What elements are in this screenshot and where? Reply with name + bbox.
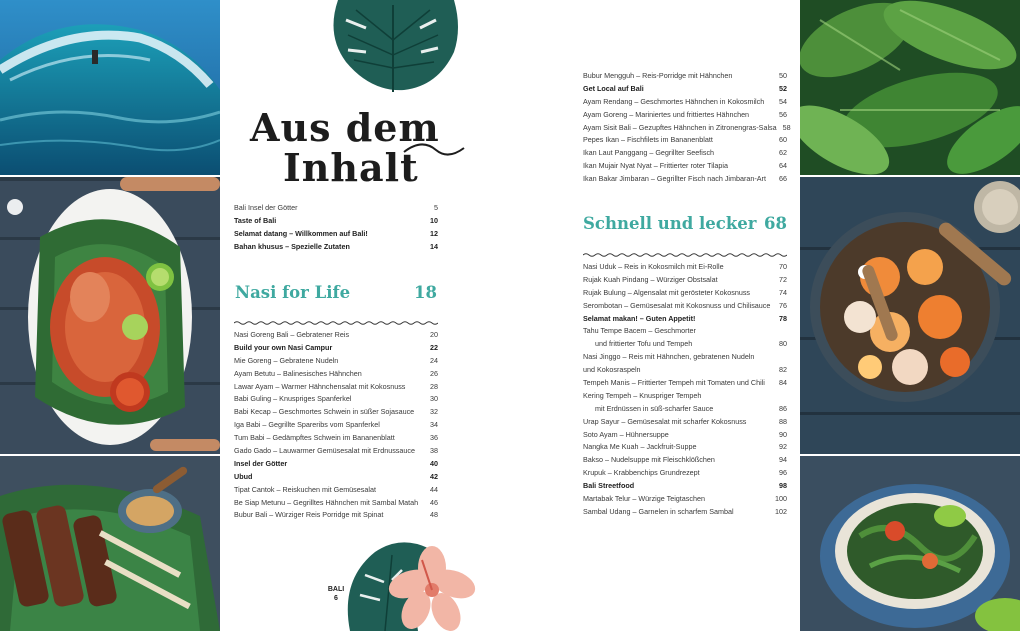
toc-entry-page: 34 (430, 420, 438, 430)
toc-entry-page: 20 (430, 330, 438, 339)
toc-entry-page: 52 (779, 83, 787, 93)
toc-entry-title: Nangka Me Kuah – Jackfruit-Suppe (583, 442, 697, 452)
toc-entry-title: Iga Babi – Gegrillte Spareribs vom Spanferkel (234, 420, 380, 430)
toc-entry-page: 78 (779, 313, 787, 323)
toc-entry (583, 160, 787, 173)
toc-entry (234, 445, 438, 458)
toc-entry-title: Pepes Ikan – Fischfilets im Bananenblatt (583, 135, 713, 145)
toc-entry-title: Nasi Uduk – Reis in Kokosmilch mit Ei-Rolle (583, 262, 724, 271)
toc-entry-page: 50 (779, 71, 787, 80)
toc-entry-title: Bahan khusus – Spezielle Zutaten (234, 241, 350, 251)
toc-entry-title: Bali Streetfood (583, 481, 635, 491)
monstera-leaf-icon (326, 0, 460, 95)
toc-entry-page: 28 (430, 381, 438, 391)
hibiscus-leaf-icon (340, 540, 480, 631)
toc-entry (234, 509, 438, 522)
toc-entry (583, 493, 787, 506)
toc-entry (583, 300, 787, 313)
toc-entry-title: Bubur Mengguh – Reis-Porridge mit Hähnchen (583, 71, 733, 80)
toc-entry-title: Tempeh Manis – Frittierter Tempeh mit Tomaten und Chili (583, 378, 765, 388)
toc-title-line2: Inhalt (283, 145, 419, 190)
toc-entry-page: 12 (430, 228, 438, 238)
toc-entry-title: Selamat datang – Willkommen auf Bali! (234, 228, 368, 238)
toc-entry (583, 325, 787, 338)
photo-grilled-fish-platter (0, 177, 220, 454)
section-title-schnell: Schnell und lecker (583, 214, 757, 233)
toc-entry (234, 419, 438, 432)
toc-entry-title: Serombotan – Gemüsesalat mit Kokosnuss und Chilisauce (583, 300, 771, 310)
toc-entry-page: 22 (430, 342, 438, 352)
section-heading-schnell (583, 214, 787, 233)
toc-entry (583, 403, 787, 416)
toc-entry (583, 377, 787, 390)
toc-entry-page: 94 (779, 455, 787, 465)
toc-entry-page: 30 (430, 394, 438, 404)
toc-entry-page: 24 (430, 355, 438, 365)
toc-entry (234, 215, 438, 228)
toc-entry-page: 56 (779, 109, 787, 119)
toc-entry (234, 241, 438, 254)
toc-title-line1: Aus dem (250, 105, 440, 150)
toc-entry (583, 390, 787, 403)
toc-entry-title: und Kokosraspeln (583, 365, 641, 375)
toc-entry (234, 329, 438, 342)
toc-entry-page: 82 (779, 365, 787, 375)
toc-entry (583, 122, 791, 135)
toc-entry-title: Krupuk – Krabbenchips Grundrezept (583, 468, 700, 478)
toc-entry (583, 147, 787, 160)
toc-entry-page: 92 (779, 442, 787, 452)
toc-entry-title: Tipat Cantok – Reiskuchen mit Gemüsesalat (234, 484, 376, 494)
toc-entry-page: 76 (779, 300, 787, 310)
toc-entry (583, 109, 787, 122)
toc-continued-list (583, 70, 791, 186)
toc-entry-title: Build your own Nasi Campur (234, 342, 333, 352)
toc-entry (234, 381, 438, 394)
toc-entry (583, 96, 787, 109)
toc-entry-page: 96 (779, 468, 787, 478)
toc-entry-title: Nasi Jinggo – Reis mit Hähnchen, gebratenen Nudeln (583, 352, 755, 362)
toc-intro-list (234, 202, 438, 254)
section-title-nasi: Nasi for Life (235, 283, 351, 302)
toc-entry-page: 26 (430, 368, 438, 378)
toc-entry-page: 44 (430, 484, 438, 494)
toc-entry (583, 429, 787, 442)
toc-entry-page: 64 (779, 161, 787, 171)
toc-entry-title: Insel der Götter (234, 458, 288, 468)
toc-entry-page: 84 (779, 378, 787, 388)
toc-entry (234, 471, 438, 484)
toc-entry (583, 83, 787, 96)
toc-entry-page: 100 (775, 494, 787, 504)
toc-entry (583, 364, 787, 377)
toc-entry (583, 441, 787, 454)
toc-entry-title: Ikan Mujair Nyat Nyat – Frittierter roter Tilapia (583, 161, 728, 171)
toc-entry-title: Urap Sayur – Gemüsesalat mit scharfer Kokosnuss (583, 416, 747, 426)
toc-entry (583, 261, 787, 274)
toc-entry (234, 368, 438, 381)
toc-entry (583, 467, 787, 480)
toc-entry-page: 62 (779, 148, 787, 158)
toc-entry-title: Be Siap Metunu – Gegrilltes Hähnchen mit Sambal Matah (234, 497, 419, 507)
toc-entry-page: 90 (779, 429, 787, 439)
toc-entry-title: Tum Babi – Gedämpftes Schwein im Bananenblatt (234, 433, 395, 443)
toc-entry (583, 70, 787, 83)
toc-entry-page: 66 (779, 174, 787, 184)
toc-entry-title: Bubur Bali – Würziger Reis Porridge mit Spinat (234, 510, 384, 520)
toc-entry-page: 54 (779, 96, 787, 106)
toc-entry (234, 497, 438, 510)
toc-entry-page: 98 (779, 481, 787, 491)
toc-entry-title: Selamat makan! – Guten Appetit! (583, 313, 696, 323)
toc-entry (234, 355, 438, 368)
wave-divider-icon (583, 252, 787, 258)
toc-entry-page: 42 (430, 471, 438, 481)
toc-entry (583, 313, 787, 326)
toc-entry-title: und frittierter Tofu und Tempeh (595, 339, 693, 349)
section-heading-nasi (235, 283, 437, 302)
toc-entry (583, 454, 787, 467)
toc-entry (234, 202, 438, 215)
toc-entry-title: Kering Tempeh – Knuspriger Tempeh (583, 390, 702, 400)
page-folio (326, 585, 346, 603)
toc-entry (234, 406, 438, 419)
toc-entry (234, 342, 438, 355)
toc-entry-title: Mie Goreng – Gebratene Nudeln (234, 355, 339, 365)
photo-seaweed-salad-bowl (800, 456, 1020, 631)
toc-entry-page: 102 (775, 506, 787, 516)
toc-entry-page: 36 (430, 433, 438, 443)
toc-schnell-list (583, 261, 787, 519)
toc-entry-page: 80 (779, 339, 787, 349)
toc-entry-title: Martabak Telur – Würzige Teigtaschen (583, 494, 705, 504)
toc-entry (583, 338, 787, 351)
toc-entry-title: Gado Gado – Lauwarmer Gemüsesalat mit Erdnussauce (234, 446, 415, 456)
toc-entry (583, 351, 787, 364)
photo-fruit-salad-bowl (800, 177, 1020, 454)
toc-entry-title: Ayam Sisit Bali – Gezupftes Hähnchen in Zitronengras-Salsa (583, 122, 777, 132)
toc-entry-page: 40 (430, 458, 438, 468)
toc-entry-title: Bakso – Nudelsuppe mit Fleischklößchen (583, 455, 715, 465)
toc-entry-page: 48 (430, 510, 438, 520)
toc-entry-title: Rujak Kuah Pindang – Würziger Obstsalat (583, 274, 718, 284)
toc-entry-page: 70 (779, 262, 787, 271)
photo-tropical-leaves (800, 0, 1020, 175)
toc-entry-page: 60 (779, 135, 787, 145)
section-page-nasi: 18 (414, 283, 437, 302)
toc-entry (234, 393, 438, 406)
toc-entry-title: Ayam Goreng – Mariniertes und frittiertes Hähnchen (583, 109, 750, 119)
toc-entry-title: Bali Insel der Götter (234, 203, 298, 212)
toc-nasi-list (234, 329, 438, 522)
toc-entry-page: 32 (430, 407, 438, 417)
folio-label: BALI (327, 586, 345, 593)
toc-entry (234, 458, 438, 471)
folio-number: 6 (334, 595, 338, 602)
toc-entry-page: 38 (430, 446, 438, 456)
toc-entry-page: 72 (779, 274, 787, 284)
toc-entry-title: Babi Kecap – Geschmortes Schwein in süßer Sojasauce (234, 407, 415, 417)
toc-entry (583, 173, 787, 186)
toc-entry (234, 484, 438, 497)
toc-entry (234, 432, 438, 445)
toc-entry-page: 10 (430, 215, 438, 225)
toc-entry (583, 480, 787, 493)
toc-entry (234, 228, 438, 241)
toc-entry-page: 14 (430, 241, 438, 251)
title-swash-icon (402, 138, 466, 166)
toc-entry-title: Nasi Goreng Bali – Gebratener Reis (234, 330, 350, 339)
toc-entry-title: Soto Ayam – Hühnersuppe (583, 429, 669, 439)
toc-entry-title: Ayam Betutu – Balinesisches Hähnchen (234, 368, 362, 378)
toc-entry-page: 88 (779, 416, 787, 426)
toc-entry (583, 134, 787, 147)
photo-surf-wave (0, 0, 220, 175)
toc-entry-title: Lawar Ayam – Warmer Hähnchensalat mit Kokosnuss (234, 381, 406, 391)
section-page-schnell: 68 (764, 214, 787, 233)
toc-entry-page: 86 (779, 403, 787, 413)
toc-entry-page: 74 (779, 287, 787, 297)
toc-entry-title: Get Local auf Bali (583, 83, 644, 93)
toc-entry-title: Taste of Bali (234, 215, 277, 225)
toc-entry-title: Babi Guling – Knuspriges Spanferkel (234, 394, 352, 404)
toc-entry-title: Ikan Bakar Jimbaran – Gegrillter Fisch nach Jimbaran-Art (583, 174, 766, 184)
toc-entry (583, 506, 787, 519)
wave-divider-icon (234, 320, 438, 326)
toc-entry-title: Ayam Rendang – Geschmortes Hähnchen in Kokosmilch (583, 96, 765, 106)
toc-entry (583, 274, 787, 287)
toc-entry-title: Tahu Tempe Bacem – Geschmorter (583, 326, 696, 336)
toc-entry (583, 287, 787, 300)
photo-satay-skewers (0, 456, 220, 631)
toc-entry-title: Ubud (234, 471, 253, 481)
toc-entry (583, 416, 787, 429)
toc-entry-page: 46 (430, 497, 438, 507)
toc-entry-page: 58 (782, 122, 791, 132)
toc-entry-title: Sambal Udang – Garnelen in scharfem Sambal (583, 506, 734, 516)
toc-entry-title: Rujak Bulung – Algensalat mit gerösteter Kokosnuss (583, 287, 751, 297)
toc-entry-title: mit Erdnüssen in süß-scharfer Sauce (595, 403, 714, 413)
toc-entry-page: 5 (434, 203, 438, 212)
toc-entry-title: Ikan Laut Panggang – Gegrillter Seefisch (583, 148, 715, 158)
